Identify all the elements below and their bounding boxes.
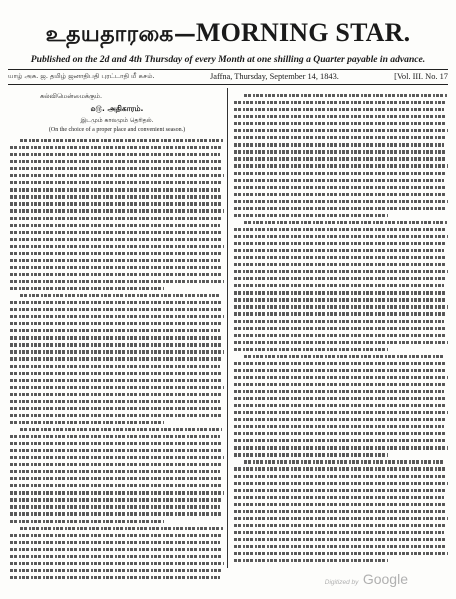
text-line [234, 155, 448, 162]
text-line [234, 120, 448, 127]
text-line [234, 423, 448, 430]
text-line [234, 536, 448, 543]
text-line [10, 348, 224, 355]
right-column-text [234, 92, 448, 564]
text-line [234, 346, 448, 353]
right-column [234, 92, 448, 564]
text-line [10, 532, 224, 539]
masthead-dash: — [173, 21, 196, 47]
text-line [234, 451, 448, 458]
text-line [10, 186, 224, 193]
text-line [234, 367, 448, 374]
text-line [10, 412, 224, 419]
text-line [10, 454, 224, 461]
text-line [234, 184, 448, 191]
text-line [234, 487, 448, 494]
text-line [234, 465, 448, 472]
masthead-english-title: MORNING STAR. [195, 18, 411, 47]
text-line [234, 303, 448, 310]
text-line [234, 339, 448, 346]
text-line [10, 207, 224, 214]
text-line [234, 233, 448, 240]
text-line [10, 193, 224, 200]
text-line [10, 560, 224, 567]
text-line [234, 557, 448, 564]
text-line [10, 165, 224, 172]
text-line [10, 363, 224, 370]
text-line [10, 384, 224, 391]
text-line [10, 250, 224, 257]
text-line [10, 553, 224, 560]
text-line [10, 440, 224, 447]
text-line [234, 332, 448, 339]
text-line [10, 229, 224, 236]
text-line [234, 353, 448, 360]
dateline-tamil: யாழ் அசு. ஜ. தமிழ் ஜனாதிபதி புரட்டாதி மீ ௧௪ம். [8, 72, 155, 80]
text-line [234, 99, 448, 106]
text-line [10, 257, 224, 264]
text-line [234, 522, 448, 529]
text-line [10, 215, 224, 222]
text-line [10, 518, 224, 525]
text-line [234, 268, 448, 275]
top-rule [8, 69, 448, 70]
text-line [10, 398, 224, 405]
text-line [10, 503, 224, 510]
text-line [234, 275, 448, 282]
text-line [10, 539, 224, 546]
text-line [234, 289, 448, 296]
text-line [10, 447, 224, 454]
text-line [10, 292, 224, 299]
text-line [10, 355, 224, 362]
text-line [234, 170, 448, 177]
digitized-by-google-watermark [325, 571, 408, 589]
article-kicker: கல்விமென்மைக்கும். [40, 92, 103, 100]
text-line [10, 567, 224, 574]
chapter-subheading-english: (On the choice of a proper place and convenient season.) [48, 127, 186, 133]
text-line [10, 278, 224, 285]
text-line [234, 240, 448, 247]
text-line [234, 296, 448, 303]
text-line [10, 574, 224, 581]
text-line [234, 212, 448, 219]
left-column-text [10, 137, 224, 581]
text-line [10, 271, 224, 278]
dateline-volume: [Vol. III. No. 17 [394, 72, 448, 81]
chapter-heading: ௰௫. அதிகாரம். [90, 104, 144, 113]
text-line [234, 92, 448, 99]
text-line [234, 515, 448, 522]
text-line [234, 409, 448, 416]
text-line [10, 433, 224, 440]
text-line [10, 137, 224, 144]
text-line [234, 261, 448, 268]
text-line [234, 254, 448, 261]
text-line [234, 360, 448, 367]
text-line [10, 222, 224, 229]
text-line [234, 437, 448, 444]
text-line [234, 458, 448, 465]
text-line [10, 179, 224, 186]
text-line [234, 325, 448, 332]
text-line [10, 377, 224, 384]
text-line [234, 282, 448, 289]
text-line [234, 430, 448, 437]
text-line [10, 172, 224, 179]
text-line [234, 402, 448, 409]
text-line [10, 475, 224, 482]
chapter-subheading-tamil: இடமும் காலமும் தெரிதல். [80, 117, 154, 124]
text-line [10, 306, 224, 313]
text-line [234, 247, 448, 254]
text-line [10, 482, 224, 489]
text-line [234, 501, 448, 508]
text-line [234, 480, 448, 487]
text-line [10, 327, 224, 334]
text-line [234, 381, 448, 388]
text-line [10, 496, 224, 503]
text-line [10, 510, 224, 517]
publication-subtitle: Published on the 2d and 4th Thursday of every Month at one shilling a Quarter payable in advance. [30, 54, 426, 65]
text-line [234, 388, 448, 395]
text-line [10, 313, 224, 320]
text-line [234, 177, 448, 184]
text-line [234, 191, 448, 198]
text-line [234, 543, 448, 550]
masthead-tamil-title: உதயதாரகை [45, 22, 174, 47]
text-line [234, 550, 448, 557]
text-line [234, 162, 448, 169]
text-line [10, 320, 224, 327]
column-divider [227, 88, 228, 568]
text-line [234, 198, 448, 205]
text-line [234, 310, 448, 317]
text-line [10, 405, 224, 412]
masthead [0, 18, 456, 50]
text-line [234, 508, 448, 515]
text-line [234, 395, 448, 402]
text-line [234, 416, 448, 423]
text-line [10, 489, 224, 496]
text-line [10, 546, 224, 553]
text-line [10, 285, 224, 292]
text-line [10, 370, 224, 377]
text-line [10, 243, 224, 250]
text-line [10, 200, 224, 207]
text-line [10, 236, 224, 243]
text-line [10, 299, 224, 306]
text-line [234, 205, 448, 212]
text-line [234, 494, 448, 501]
dateline-rule [8, 84, 448, 85]
text-line [10, 151, 224, 158]
text-line [10, 468, 224, 475]
text-line [234, 113, 448, 120]
text-line [234, 529, 448, 536]
dateline-english: Jaffna, Thursday, September 14, 1843. [209, 72, 339, 81]
text-line [10, 525, 224, 532]
text-line [234, 127, 448, 134]
text-line [234, 148, 448, 155]
text-line [234, 106, 448, 113]
left-column [10, 92, 224, 581]
text-line [10, 334, 224, 341]
google-logo: Google [362, 571, 408, 587]
text-line [10, 419, 224, 426]
text-line [234, 444, 448, 451]
text-line [10, 144, 224, 151]
dateline [8, 72, 448, 81]
text-line [10, 264, 224, 271]
watermark-small-text: Digitized by [324, 579, 359, 586]
text-line [234, 226, 448, 233]
text-line [10, 426, 224, 433]
text-line [10, 461, 224, 468]
text-line [234, 374, 448, 381]
text-line [234, 141, 448, 148]
text-line [10, 158, 224, 165]
text-line [234, 219, 448, 226]
text-line [234, 134, 448, 141]
text-line [234, 318, 448, 325]
text-line [10, 391, 224, 398]
text-line [234, 473, 448, 480]
text-line [10, 341, 224, 348]
